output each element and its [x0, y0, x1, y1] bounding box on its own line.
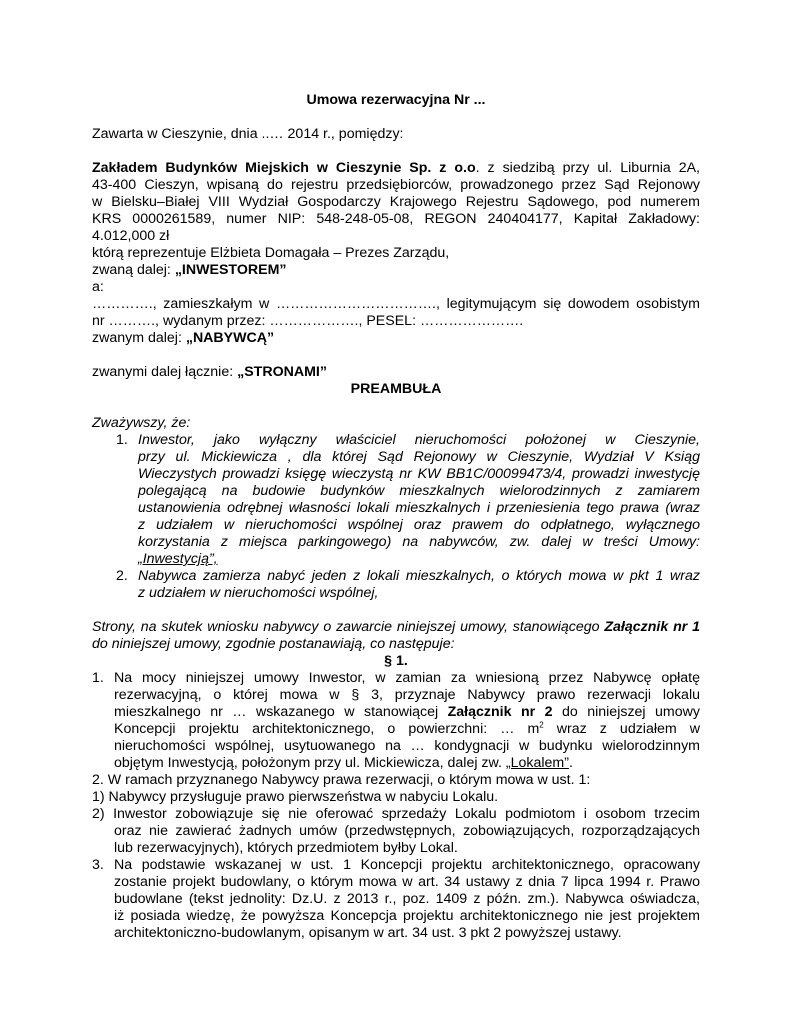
- s1-point-1-line-5: nieruchomości wspólnej, usytuowanego na … kondygnacji w budynku wielorodzinnym: [114, 738, 700, 754]
- preamble-item-2-line-2: z udziałem w nieruchomości wspólnej,: [138, 585, 379, 601]
- s1-point-1-defined-label: objętym Inwestycją, położonym przy ul. Mickiewicza, dalej zw.: [114, 755, 506, 771]
- party1-line-6: którą reprezentuje Elżbieta Domagała – Prezes Zarządu,: [92, 245, 450, 261]
- party2-defined-label: zwanym dalej:: [92, 330, 186, 346]
- party1-line-4: KRS 0000261589, numer NIP: 548-248-05-08, REGON 240404177, Kapitał Zakładowy:: [92, 211, 700, 227]
- preamble-item-1-line-1: Inwestor, jako wyłączny właściciel nieruchomości położonej w Cieszynie,: [138, 432, 700, 448]
- preamble-item-2-number: 2.: [116, 568, 128, 584]
- party1-line-7: [92, 262, 286, 279]
- jointly-line: [92, 364, 327, 381]
- parties-text: Strony, na skutek wniosku nabywcy o zawarcie niniejszej umowy, stanowiącego: [92, 619, 605, 635]
- party1-address: . z siedzibą przy ul. Liburnia 2A,: [475, 160, 700, 176]
- parties-line-2: do niniejszej umowy, zgodnie postanawiają, co następuje:: [92, 636, 455, 652]
- document-title: Umowa rezerwacyjna Nr ...: [306, 92, 486, 108]
- s1-point-1-line-2: rezerwacyjną, o której mowa w § 3, przyznaje Nabywcy prawo rezerwacji lokalu: [114, 687, 700, 703]
- s1-point-2-sub-1: 1) Nabywcy przysługuje prawo pierwszeństwa w nabyciu Lokalu.: [92, 789, 499, 805]
- s1-point-1-area-text: Koncepcji projektu architektonicznego, o powierzchni: … m: [114, 721, 540, 737]
- intro-line: Zawarta w Cieszynie, dnia ..… 2014 r., pomiędzy:: [92, 126, 404, 142]
- jointly-term: „STRONAMI”: [237, 364, 327, 380]
- party2-defined-term: „NABYWCĄ”: [185, 330, 275, 346]
- s1-point-2-sub-2-line-1: 2) Inwestor zobowiązuje się nie oferować sprzedaży Lokalu podmiotom i osobom trzecim: [92, 806, 700, 822]
- s1-point-1-line-4: [114, 721, 700, 738]
- jointly-label: zwanymi dalej łącznie:: [92, 364, 238, 380]
- s1-point-3-line-4: iż posiada wiedzę, że powyższa Koncepcja projektu architektonicznego nie jest projektem: [114, 908, 700, 924]
- preamble-item-1-line-4: polegającą na budowie budynków mieszkalnych wielorodzinnych z zamiarem: [138, 483, 700, 499]
- s1-point-1-area-post: wraz z udziałem w: [543, 721, 700, 737]
- preamble-item-1-line-2: przy ul. Mickiewicza , dla której Sąd Rejonowy w Cieszynie, Wydział V Ksiąg: [138, 449, 700, 465]
- preamble-item-1-line-8: „Inwestycją”,: [138, 551, 218, 567]
- and-line: a:: [92, 279, 104, 295]
- s1-point-1-text-b: do niniejszej umowy: [552, 704, 700, 720]
- party1-defined-term: „INWESTOREM”: [174, 262, 287, 278]
- s1-point-1-defined-term: „Lokalem”: [505, 755, 569, 771]
- s1-point-3-line-2: zostanie projekt budowlany, o którym mowa w art. 34 ustawy z dnia 7 lipca 1994 r. Prawo: [114, 874, 700, 890]
- s1-point-2-line: 2. W ramach przyznanego Nabywcy prawa rezerwacji, o którym mowa w ust. 1:: [92, 772, 591, 788]
- s1-point-1-line-6: [114, 755, 573, 772]
- party2-line-3: [92, 330, 274, 347]
- party1-defined-label: zwaną dalej:: [92, 262, 175, 278]
- s1-point-1-text-a: mieszkalnego nr … wskazanego w stanowiącej: [114, 704, 448, 720]
- s1-point-3-line-3: budowlane (tekst jednolity: Dz.U. z 2013 r., poz. 1409 z późn. zm.). Nabywca oświadcza,: [114, 891, 700, 907]
- preamble-item-1-line-5: ustanowienia odrębnej własności lokali mieszkalnych i przeniesienia tego prawa (wraz: [138, 500, 700, 516]
- s1-point-1-period: .: [568, 755, 573, 771]
- whereas-line: Zważywszy, że:: [92, 415, 191, 431]
- s1-point-2-sub-2-line-2: oraz nie zawierać żadnych umów (przedwstępnych, zobowiązujących, rozporządzających: [114, 823, 700, 839]
- party2-line-1: …………., zamieszkałym w ……………………………., legitymującym się dowodem osobistym: [92, 296, 700, 312]
- parties-attachment-ref: Załącznik nr 1: [604, 619, 700, 635]
- s1-point-3-line-5: architektoniczno-budowlanym, opisanym w art. 34 ust. 3 pkt 2 powyższej ustawy.: [114, 925, 622, 941]
- section-1-title: § 1.: [384, 653, 408, 669]
- preamble-item-1-line-6: z udziałem w nieruchomości wspólnej oraz prawem do odpłatnego, wyłącznego: [138, 517, 700, 533]
- party1-line-5: 4.012,000 zł: [92, 228, 170, 244]
- party2-line-2: nr ………., wydanym przez: ………………., PESEL: ………………….: [92, 313, 524, 329]
- s1-point-3-number: 3.: [92, 857, 104, 873]
- s1-point-3-line-1: Na podstawie wskazanej w ust. 1 Koncepcji projektu architektonicznego, opracowany: [114, 857, 700, 873]
- s1-point-1-attachment-ref: Załącznik nr 2: [447, 704, 553, 720]
- preamble-item-1-number: 1.: [116, 432, 128, 448]
- party1-line-3: w Bielsku–Białej VIII Wydział Gospodarczy Krajowego Rejestru Sądowego, pod numerem: [92, 194, 700, 210]
- parties-line-1: [92, 619, 700, 636]
- preamble-title: PREAMBUŁA: [350, 381, 442, 397]
- s1-point-1-area-unit-sup: 2: [539, 720, 544, 730]
- party1-line-2: 43-400 Cieszyn, wpisaną do rejestru przedsiębiorców, prowadzonego przez Sąd Rejonowy: [92, 177, 700, 193]
- preamble-item-2-line-1: Nabywca zamierza nabyć jeden z lokali mieszkalnych, o których mowa w pkt 1 wraz: [138, 568, 700, 584]
- s1-point-1-line-3: [114, 704, 700, 721]
- s1-point-2-sub-2-line-3: lub rezerwacyjnych), których przedmiotem byłby Lokal.: [114, 840, 458, 856]
- party1-name: Zakładem Budynków Miejskich w Cieszynie Sp. z o.o: [92, 160, 476, 176]
- preamble-item-1-line-3: Wieczystych prowadzi księgę wieczystą nr KW BB1C/00099473/4, prowadzi inwestycję: [138, 466, 700, 482]
- party1-line-1: [92, 160, 700, 177]
- s1-point-1-line-1: Na mocy niniejszej umowy Inwestor, w zamian za wniesioną przez Nabywcę opłatę: [114, 670, 700, 686]
- preamble-item-1-line-7: korzystania z miejsca parkingowego) na nabywców, zw. dalej w treści Umowy:: [138, 534, 700, 550]
- s1-point-1-number: 1.: [92, 670, 104, 686]
